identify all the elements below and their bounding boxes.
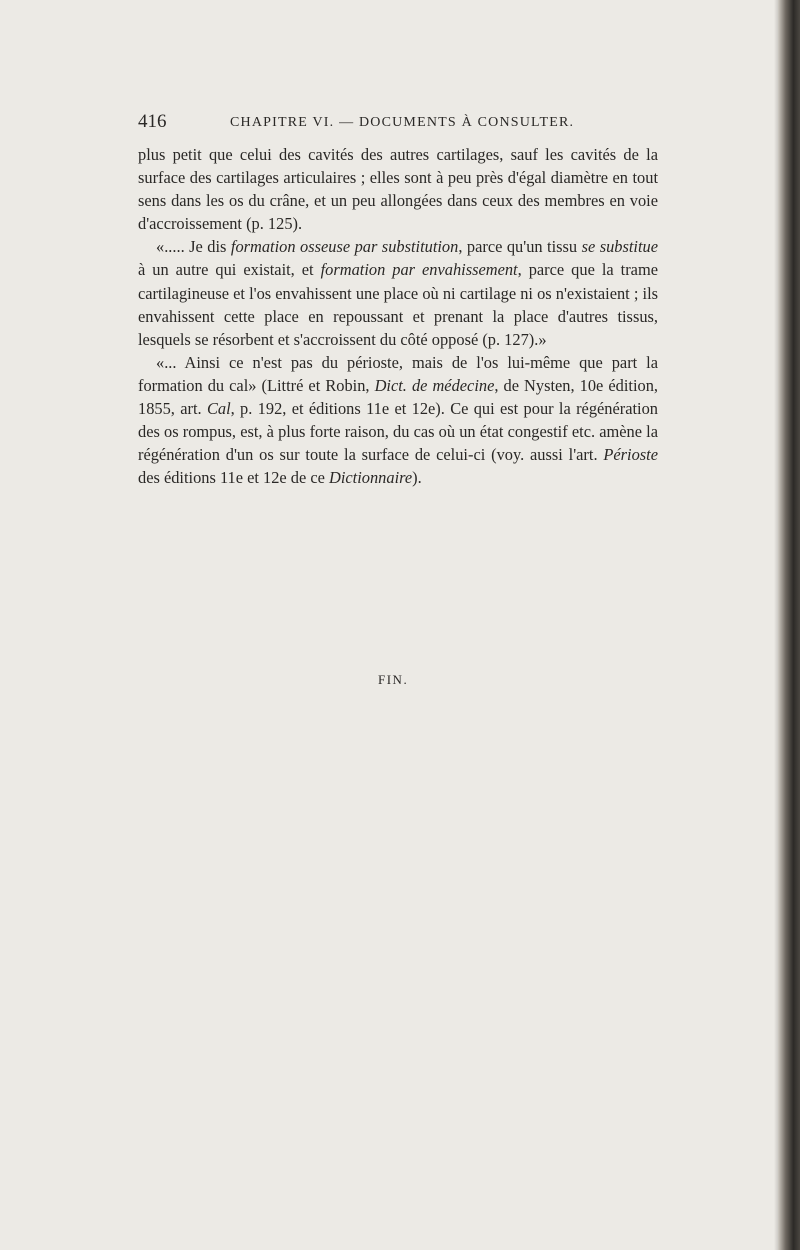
paragraph [138, 143, 658, 235]
chapter-heading: CHAPITRE VI. — DOCUMENTS À CONSULTER. [230, 115, 575, 130]
text-segment: des éditions 11e et 12e de ce [138, 468, 330, 488]
text-segment: , p. 192, et éditions 11e et 12e). Ce qui est pour la régénération des os rompus, est, à plus forte raison, du cas où un état congestif etc. amène la régénération d'un os sur toute la surface de celui-ci (voy. aussi l'art. [138, 399, 658, 465]
text-segment: «..... Je dis [156, 237, 231, 257]
italic-segment: se substitue [581, 237, 658, 257]
text-segment: ). [412, 468, 422, 488]
italic-segment: Dict. de médecine [374, 375, 495, 395]
italic-segment: Périoste [603, 445, 658, 465]
text-segment: , de Nysten, 10e édition, 1855, art. [138, 375, 658, 419]
running-head [138, 111, 658, 136]
text-segment: , parce qu'un tissu [458, 237, 582, 257]
paragraph [138, 235, 658, 350]
end-mark: FIN. [378, 672, 409, 687]
italic-segment: formation osseuse par substitution [230, 237, 459, 257]
binding-shadow [778, 0, 800, 1250]
text-segment: «... Ainsi ce n'est pas du périoste, mais de l'os lui-même que part la formation du cal» (Littré et Robin, [138, 352, 658, 395]
text-segment: à un autre qui existait, et [138, 260, 321, 280]
body-text [138, 143, 658, 489]
text-segment: plus petit que celui des cavités des autres cartilages, sauf les cavités de la surface des cartilages articulaires ; elles sont à peu près d'égal diamètre en tout sens dans les os du crâne, et un peu allongées dans ceux des membres en voie d'accroissement (p. 125). [138, 145, 658, 234]
paragraph [138, 351, 658, 490]
text-segment: , parce que la trame cartilagineuse et l'os envahissent une place où ni cartilage ni os n'existaient ; ils envahissent cette place en repoussant et prenant la place d'autres tissus, lesquels se résorbent et s'accroissent du côté opposé (p. 127).» [138, 260, 658, 349]
page-number: 416 [138, 111, 167, 132]
italic-segment: formation par envahissement [320, 260, 518, 280]
italic-segment: Dictionnaire [329, 468, 413, 488]
italic-segment: Cal [206, 399, 231, 419]
